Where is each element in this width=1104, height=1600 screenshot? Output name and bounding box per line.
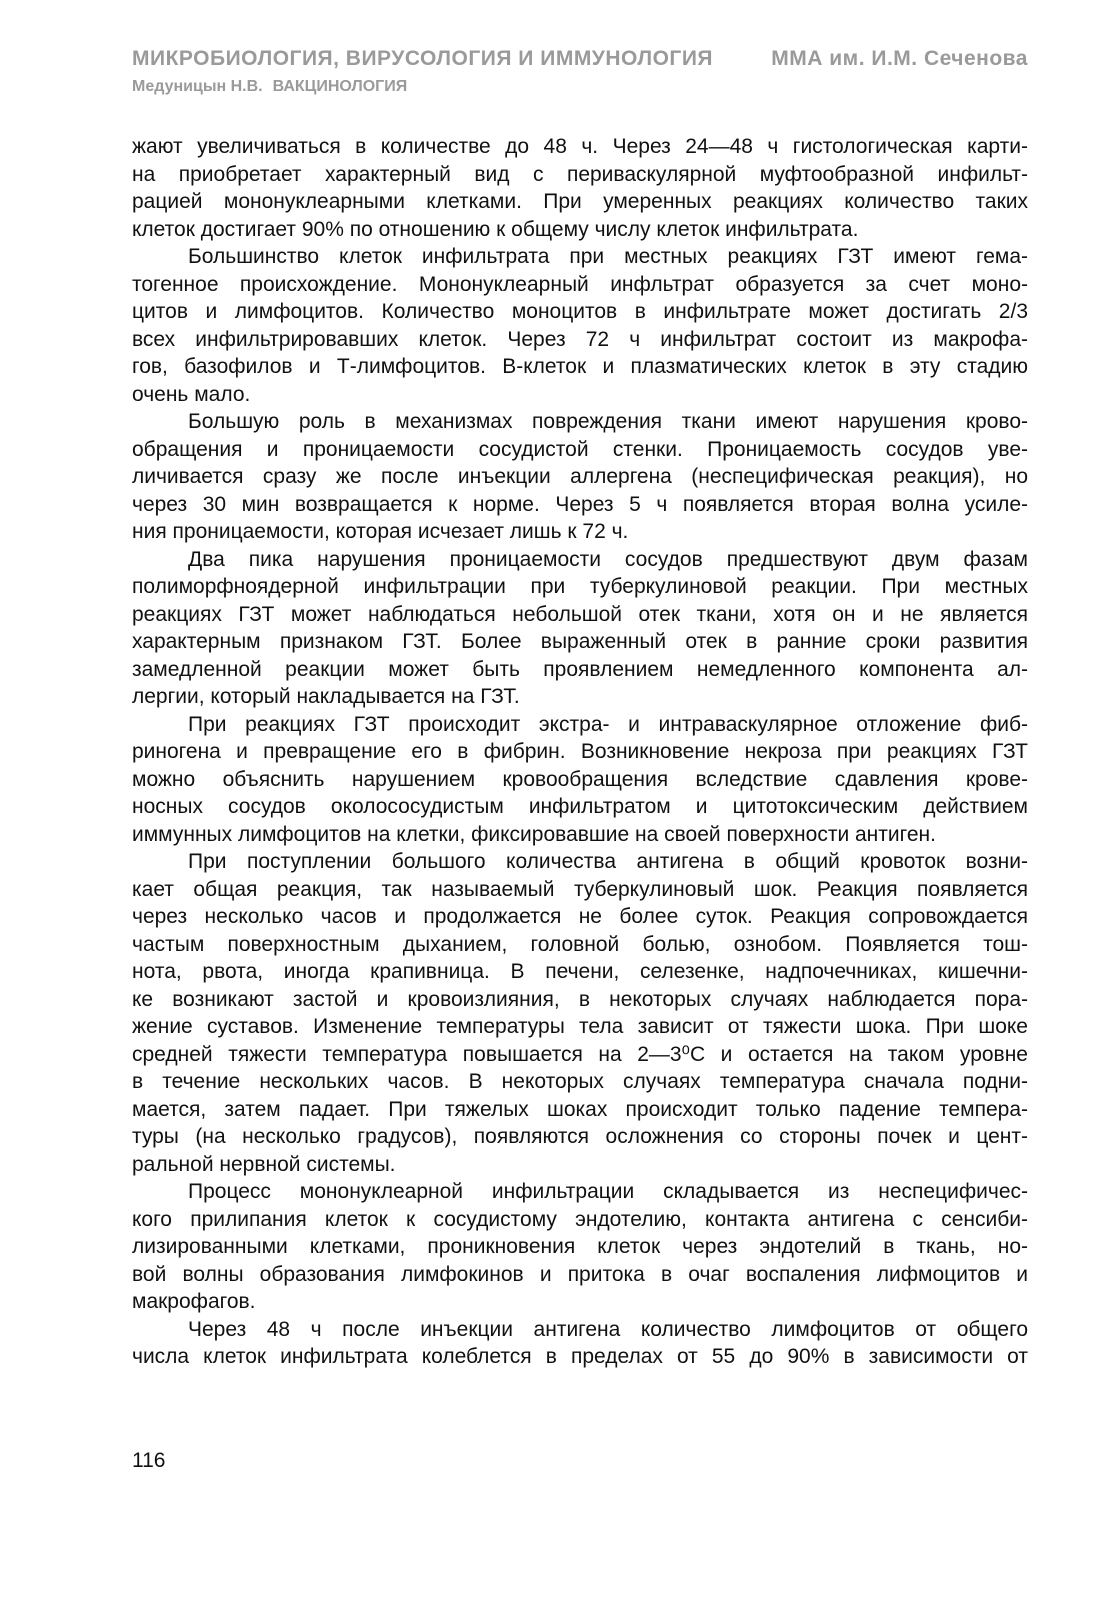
- text-line: через несколько часов и продолжается не более суток. Реакция сопровождается: [132, 905, 1028, 928]
- text-line: риногена и превращение его в фибрин. Возникновение некроза при реакциях ГЗТ: [132, 740, 1028, 763]
- text-line: обращения и проницаемости сосудистой стенки. Проницаемость сосудов уве-: [132, 437, 1028, 461]
- text-line: мается, затем падает. При тяжелых шоках происходит только падение темпера-: [132, 1097, 1028, 1121]
- text-line: туры (на несколько градусов), появляются осложнения со стороны почек и цент-: [132, 1125, 1028, 1148]
- running-head-institution: ММА им. И.М. Сеченова: [771, 47, 1028, 70]
- text-line: Процесс мононуклеарной инфильтрации складывается из неспецифичес-: [188, 1180, 1028, 1203]
- text-line: гов, базофилов и Т-лимфоцитов. В-клеток и плазматических клеток в эту стадию: [132, 355, 1028, 378]
- running-head-author: Медуницын Н.В.: [132, 78, 263, 95]
- text-line: иммунных лимфоцитов на клетки, фиксировавшие на своей поверхности антиген.: [132, 822, 936, 846]
- text-line: кого прилипания клеток к сосудистому эндотелию, контакта антигена с сенсиби-: [132, 1207, 1028, 1231]
- text-line: нота, рвота, иногда крапивница. В печени, селезенке, надпочечниках, кишечни-: [132, 960, 1028, 983]
- text-line: характерным признаком ГЗТ. Более выраженный отек в ранние сроки развития: [132, 630, 1028, 653]
- text-line: лизированными клетками, проникновения клеток через эндотелий в ткань, но-: [132, 1235, 1028, 1258]
- paragraph: [132, 243, 1028, 408]
- text-line: жают увеличиваться в количестве до 48 ч. Через 24—48 ч гистологическая карти-: [132, 135, 1028, 158]
- page-number: 116: [132, 1449, 166, 1472]
- running-head-subject: МИКРОБИОЛОГИЯ, ВИРУСОЛОГИЯ И ИММУНОЛОГИЯ: [132, 47, 714, 70]
- text-line: Большую роль в механизмах повреждения ткани имеют нарушения крово-: [188, 410, 1028, 433]
- text-line: частым поверхностным дыханием, головной болью, ознобом. Появляется тош-: [132, 932, 1028, 956]
- text-line: через 30 мин возвращается к норме. Через 5 ч появляется вторая волна усиле-: [132, 492, 1028, 516]
- running-head-section: ВАКЦИНОЛОГИЯ: [272, 78, 408, 95]
- text-line: личивается сразу же после инъекции аллергена (неспецифическая реакция), но: [132, 465, 1028, 488]
- text-line: на приобретает характерный вид с периваскулярной муфтообразной инфильт-: [132, 162, 1028, 186]
- text-line: замедленной реакции может быть проявлением немедленного компонента ал-: [132, 657, 1028, 681]
- running-head-bottom-line: [132, 76, 1028, 98]
- text-line: ния проницаемости, которая исчезает лишь к 72 ч.: [132, 520, 629, 543]
- text-line: реакциях ГЗТ может наблюдаться небольшой отек ткани, хотя он и не является: [132, 602, 1028, 626]
- text-line: рацией мононуклеарными клетками. При умеренных реакциях количество таких: [132, 190, 1028, 213]
- text-line: ке возникают застой и кровоизлияния, в некоторых случаях наблюдается пора-: [132, 987, 1028, 1011]
- paragraph: [132, 848, 1028, 1178]
- text-line: цитов и лимфоцитов. Количество моноцитов в инфильтрате может достигать 2/3: [132, 300, 1028, 323]
- running-head: [132, 46, 1028, 98]
- text-line: тогенное происхождение. Мононуклеарный инфльтрат образуется за счет моно-: [132, 272, 1028, 296]
- paragraph: [132, 1178, 1028, 1316]
- text-line: полиморфноядерной инфильтрации при туберкулиновой реакции. При местных: [132, 575, 1028, 598]
- text-line: средней тяжести температура повышается на 2—3⁰С и остается на таком уровне: [132, 1042, 1028, 1066]
- text-line: макрофагов.: [132, 1290, 256, 1313]
- text-line: При поступлении большого количества антигена в общий кровоток возни-: [188, 850, 1028, 873]
- text-line: Через 48 ч после инъекции антигена количество лимфоцитов от общего: [188, 1317, 1028, 1341]
- text-line: клеток достигает 90% по отношению к общему числу клеток инфильтрата.: [132, 217, 859, 241]
- text-line: очень мало.: [132, 382, 251, 406]
- text-line: лергии, который накладывается на ГЗТ.: [132, 685, 520, 708]
- paragraph: [132, 546, 1028, 711]
- running-head-top-line: [132, 46, 1028, 72]
- text-line: носных сосудов околососудистым инфильтратом и цитотоксическим действием: [132, 795, 1028, 818]
- body-text: [132, 133, 1028, 1371]
- paragraph: [132, 133, 1028, 243]
- paragraph: [132, 408, 1028, 546]
- text-line: можно объяснить нарушением кровообращения вследствие сдавления крове-: [132, 767, 1028, 791]
- text-line: Большинство клеток инфильтрата при местных реакциях ГЗТ имеют гема-: [188, 245, 1028, 268]
- text-line: в течение нескольких часов. В некоторых случаях температура сначала подни-: [132, 1070, 1028, 1093]
- text-line: жение суставов. Изменение температуры тела зависит от тяжести шока. При шоке: [132, 1015, 1028, 1038]
- text-line: кает общая реакция, так называемый туберкулиновый шок. Реакция появляется: [132, 877, 1028, 901]
- text-line: При реакциях ГЗТ происходит экстра- и интраваскулярное отложение фиб-: [188, 712, 1028, 736]
- text-line: числа клеток инфильтрата колеблется в пределах от 55 до 90% в зависимости от: [132, 1345, 1028, 1368]
- text-line: ральной нервной системы.: [132, 1152, 396, 1176]
- paragraph: [132, 711, 1028, 849]
- text-line: всех инфильтрировавших клеток. Через 72 ч инфильтрат состоит из макрофа-: [132, 327, 1028, 351]
- text-line: Два пика нарушения проницаемости сосудов предшествуют двум фазам: [188, 547, 1028, 571]
- paragraph: [132, 1316, 1028, 1371]
- text-line: вой волны образования лимфокинов и притока в очаг воспаления лифмоцитов и: [132, 1262, 1028, 1286]
